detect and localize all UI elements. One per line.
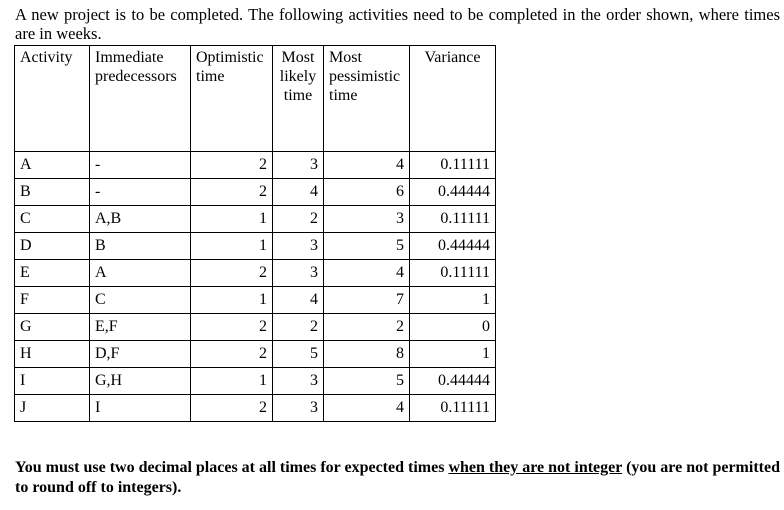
- cell-activity: E: [15, 260, 90, 287]
- cell-optimistic: 2: [191, 179, 273, 206]
- cell-predecessors: E,F: [90, 314, 191, 341]
- cell-most-likely: 2: [273, 206, 324, 233]
- intro-text: A new project is to be completed. The following activities need to be completed in the order shown, where times are in weeks.: [15, 5, 780, 43]
- note-text-after: (you are not permitted to round off to integers).: [15, 459, 780, 496]
- table-header-row: [15, 46, 496, 152]
- table-row: [15, 395, 496, 422]
- cell-pessimistic: 4: [324, 152, 410, 179]
- cell-most-likely: 4: [273, 179, 324, 206]
- cell-activity: A: [15, 152, 90, 179]
- cell-variance: 0.44444: [410, 233, 496, 260]
- cell-pessimistic: 4: [324, 260, 410, 287]
- cell-optimistic: 2: [191, 314, 273, 341]
- cell-activity: J: [15, 395, 90, 422]
- cell-optimistic: 2: [191, 395, 273, 422]
- cell-activity: F: [15, 287, 90, 314]
- cell-variance: 0.44444: [410, 179, 496, 206]
- header-optimistic-time: Optimistic time: [191, 46, 273, 152]
- cell-activity: G: [15, 314, 90, 341]
- cell-most-likely: 3: [273, 368, 324, 395]
- cell-variance: 0.11111: [410, 152, 496, 179]
- cell-pessimistic: 4: [324, 395, 410, 422]
- cell-activity: D: [15, 233, 90, 260]
- cell-predecessors: C: [90, 287, 191, 314]
- table-row: [15, 233, 496, 260]
- table-row: [15, 314, 496, 341]
- header-immediate-predecessors: Immediate predecessors: [90, 46, 191, 152]
- cell-predecessors: -: [90, 152, 191, 179]
- table-row: [15, 206, 496, 233]
- cell-variance: 1: [410, 341, 496, 368]
- note-text-before: You must use two decimal places at all times for expected times: [15, 459, 449, 476]
- cell-optimistic: 2: [191, 341, 273, 368]
- table-row: [15, 368, 496, 395]
- cell-most-likely: 5: [273, 341, 324, 368]
- cell-optimistic: 1: [191, 206, 273, 233]
- table-row: [15, 341, 496, 368]
- cell-pessimistic: 8: [324, 341, 410, 368]
- table-row: [15, 152, 496, 179]
- cell-variance: 0.44444: [410, 368, 496, 395]
- cell-most-likely: 3: [273, 152, 324, 179]
- note-underlined-text: when they are not integer: [448, 459, 623, 476]
- cell-predecessors: A,B: [90, 206, 191, 233]
- cell-predecessors: I: [90, 395, 191, 422]
- cell-optimistic: 1: [191, 368, 273, 395]
- cell-variance: 0: [410, 314, 496, 341]
- cell-predecessors: G,H: [90, 368, 191, 395]
- cell-most-likely: 4: [273, 287, 324, 314]
- cell-pessimistic: 7: [324, 287, 410, 314]
- cell-variance: 0.11111: [410, 206, 496, 233]
- activity-table: [14, 45, 496, 422]
- cell-predecessors: D,F: [90, 341, 191, 368]
- cell-optimistic: 1: [191, 287, 273, 314]
- cell-activity: I: [15, 368, 90, 395]
- header-most-likely-time: Most likely time: [273, 46, 324, 152]
- cell-most-likely: 3: [273, 395, 324, 422]
- cell-predecessors: -: [90, 179, 191, 206]
- cell-variance: 1: [410, 287, 496, 314]
- cell-most-likely: 2: [273, 314, 324, 341]
- cell-activity: C: [15, 206, 90, 233]
- header-most-pessimistic-time: Most pessimistic time: [324, 46, 410, 152]
- cell-optimistic: 1: [191, 233, 273, 260]
- cell-pessimistic: 5: [324, 368, 410, 395]
- cell-optimistic: 2: [191, 260, 273, 287]
- header-activity: Activity: [15, 46, 90, 152]
- cell-most-likely: 3: [273, 233, 324, 260]
- cell-pessimistic: 5: [324, 233, 410, 260]
- cell-predecessors: B: [90, 233, 191, 260]
- table-row: [15, 260, 496, 287]
- cell-most-likely: 3: [273, 260, 324, 287]
- cell-pessimistic: 2: [324, 314, 410, 341]
- cell-variance: 0.11111: [410, 260, 496, 287]
- table-row: [15, 179, 496, 206]
- cell-variance: 0.11111: [410, 395, 496, 422]
- table-row: [15, 287, 496, 314]
- cell-predecessors: A: [90, 260, 191, 287]
- cell-pessimistic: 6: [324, 179, 410, 206]
- instruction-note: [15, 458, 780, 498]
- cell-pessimistic: 3: [324, 206, 410, 233]
- cell-optimistic: 2: [191, 152, 273, 179]
- header-variance: Variance: [410, 46, 496, 152]
- cell-activity: H: [15, 341, 90, 368]
- cell-activity: B: [15, 179, 90, 206]
